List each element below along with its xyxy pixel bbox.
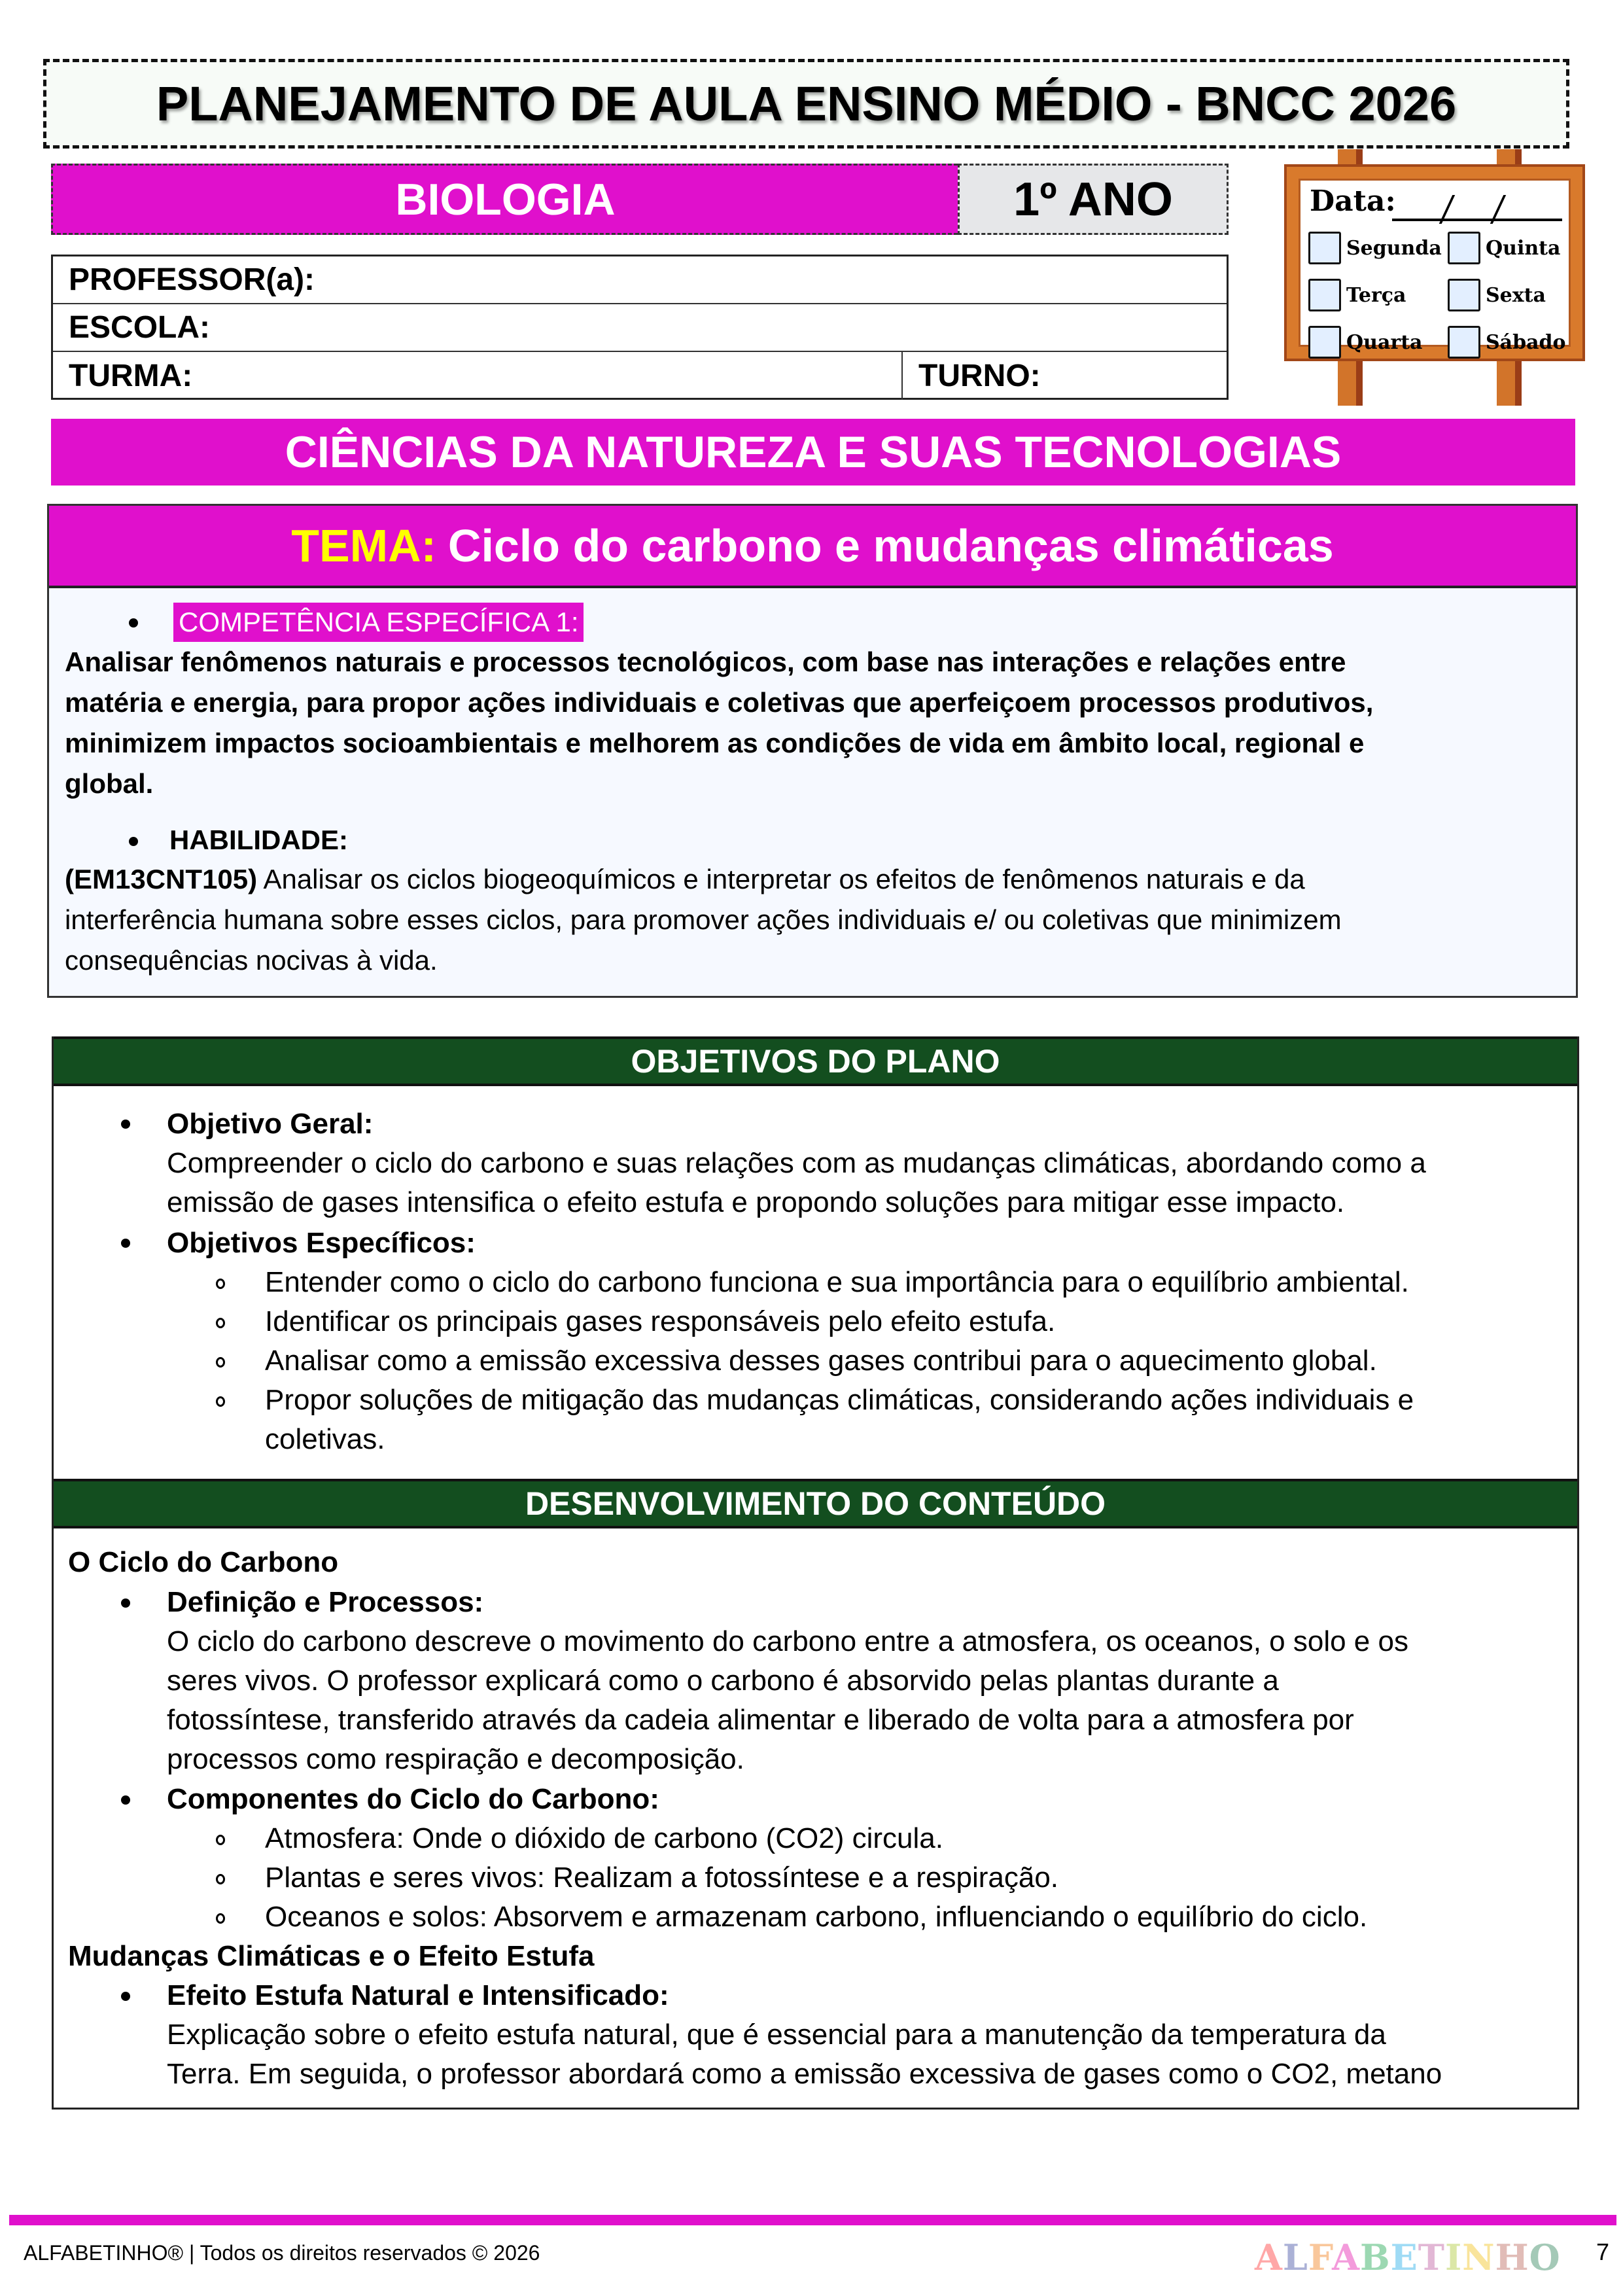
checkbox-icon[interactable]	[1448, 232, 1480, 264]
day-label: Sexta	[1486, 283, 1546, 307]
date-board	[1279, 149, 1586, 406]
info-table	[51, 255, 1229, 400]
objetivo-geral-label: Objetivo Geral:	[167, 1108, 374, 1140]
day-option-terca[interactable]	[1308, 279, 1406, 311]
grade-label: 1º ANO	[958, 164, 1229, 235]
componentes-label: Componentes do Ciclo do Carbono:	[167, 1783, 659, 1815]
bullet-icon	[121, 1795, 130, 1805]
section-title: Mudanças Climáticas e o Efeito Estufa	[68, 1940, 595, 1972]
day-option-quinta[interactable]	[1448, 232, 1560, 264]
componente-item: Atmosfera: Onde o dióxido de carbono (CO2) circula.	[265, 1822, 943, 1854]
day-label: Segunda	[1346, 236, 1442, 260]
board-leg	[1338, 357, 1363, 406]
bullet-icon	[121, 1992, 130, 2001]
plan-section	[52, 1036, 1579, 2110]
day-label: Terça	[1346, 283, 1406, 307]
escola-label: ESCOLA:	[69, 310, 210, 345]
checkbox-icon[interactable]	[1308, 232, 1341, 264]
circle-bullet-icon	[216, 1835, 225, 1845]
objetivo-especifico-cont: coletivas.	[265, 1423, 385, 1455]
circle-bullet-icon	[216, 1874, 225, 1884]
date-field[interactable]	[1392, 219, 1562, 221]
board-surface	[1299, 179, 1571, 354]
footer-divider	[9, 2215, 1616, 2225]
page-title: PLANEJAMENTO DE AULA ENSINO MÉDIO - BNCC 2026	[156, 77, 1457, 131]
bullet-icon	[121, 1598, 130, 1608]
habilidade-line: interferência humana sobre esses ciclos, para promover ações individuais e/ ou coletivas que minimizem	[65, 904, 1342, 935]
circle-bullet-icon	[216, 1318, 225, 1328]
subject-label: BIOLOGIA	[51, 164, 958, 235]
turno-label: TURNO:	[918, 359, 1041, 393]
bullet-icon	[129, 837, 138, 846]
board-leg	[1497, 357, 1522, 406]
logo-letter: I	[1444, 2236, 1463, 2278]
habilidade-code: (EM13CNT105)	[65, 864, 258, 894]
tema-label: TEMA:	[291, 520, 436, 571]
desenvolvimento-header: DESENVOLVIMENTO DO CONTEÚDO	[54, 1479, 1577, 1528]
definicao-line: processos como respiração e decomposição.	[167, 1743, 744, 1775]
turma-turno-row	[53, 352, 1227, 400]
logo-letter: F	[1308, 2236, 1333, 2278]
turno-field[interactable]	[903, 352, 1041, 400]
definicao-line: fotossíntese, transferido através da cadeia alimentar e liberado de volta para a atmosfera por	[167, 1704, 1354, 1736]
objetivos-header: OBJETIVOS DO PLANO	[54, 1036, 1577, 1086]
objetivos-especificos-label: Objetivos Específicos:	[167, 1227, 476, 1259]
logo-letter: B	[1359, 2236, 1391, 2278]
page-title-box	[43, 59, 1569, 149]
bullet-icon	[121, 1239, 130, 1248]
tema-value: Ciclo do carbono e mudanças climáticas	[447, 520, 1334, 571]
competencia-line: minimizem impactos socioambientais e melhorem as condições de vida em âmbito local, regional e	[65, 728, 1365, 758]
competencia-label: COMPETÊNCIA ESPECÍFICA 1:	[173, 603, 584, 642]
day-label: Quinta	[1486, 236, 1561, 260]
escola-field[interactable]	[53, 304, 1227, 352]
checkbox-icon[interactable]	[1448, 279, 1480, 311]
habilidade-text	[65, 859, 1563, 981]
efeito-line: Terra. Em seguida, o professor abordará como a emissão excessiva de gases como o CO2, metano	[167, 2058, 1442, 2090]
definicao-line: O ciclo do carbono descreve o movimento do carbono entre a atmosfera, os oceanos, o solo e os	[167, 1625, 1408, 1657]
page-number: 7	[1596, 2238, 1610, 2265]
objetivo-geral-line: emissão de gases intensifica o efeito estufa e propondo soluções para mitigar esse impacto.	[167, 1186, 1345, 1218]
tema-heading	[49, 506, 1576, 588]
logo-letter: A	[1332, 2236, 1360, 2278]
professor-label: PROFESSOR(a):	[69, 262, 315, 297]
logo-letter: H	[1495, 2236, 1529, 2278]
date-label: Data:	[1310, 185, 1396, 218]
checkbox-icon[interactable]	[1308, 279, 1341, 311]
objetivo-geral-line: Compreender o ciclo do carbono e suas relações com as mudanças climáticas, abordando como a	[167, 1147, 1426, 1179]
logo-letter: N	[1462, 2236, 1495, 2278]
objetivo-especifico: Analisar como a emissão excessiva desses gases contribui para o aquecimento global.	[265, 1345, 1377, 1377]
day-option-sexta[interactable]	[1448, 279, 1546, 311]
day-label: Quarta	[1346, 330, 1423, 354]
habilidade-line: Analisar os ciclos biogeoquímicos e interpretar os efeitos de fenômenos naturais e da	[257, 864, 1305, 894]
efeito-line: Explicação sobre o efeito estufa natural, que é essencial para a manutenção da temperatura da	[167, 2019, 1386, 2051]
circle-bullet-icon	[216, 1279, 225, 1289]
logo-letter: T	[1418, 2236, 1445, 2278]
brand-logo	[1255, 2236, 1561, 2278]
checkbox-icon[interactable]	[1448, 326, 1480, 359]
circle-bullet-icon	[216, 1357, 225, 1368]
bullet-icon	[121, 1120, 130, 1129]
area-banner: CIÊNCIAS DA NATUREZA E SUAS TECNOLOGIAS	[51, 419, 1575, 486]
competencia-text	[65, 642, 1563, 804]
competencia-line: Analisar fenômenos naturais e processos tecnológicos, com base nas interações e relações entre	[65, 646, 1346, 677]
componente-item: Oceanos e solos: Absorvem e armazenam carbono, influenciando o equilíbrio do ciclo.	[265, 1901, 1368, 1933]
definicao-line: seres vivos. O professor explicará como o carbono é absorvido pelas plantas durante a	[167, 1665, 1279, 1697]
day-option-quarta[interactable]	[1308, 326, 1422, 359]
checkbox-icon[interactable]	[1308, 326, 1341, 359]
turma-field[interactable]	[53, 352, 903, 400]
day-label: Sábado	[1486, 330, 1566, 354]
circle-bullet-icon	[216, 1913, 225, 1924]
habilidade-label: HABILIDADE:	[169, 824, 348, 855]
componente-item: Plantas e seres vivos: Realizam a fotossíntese e a respiração.	[265, 1862, 1059, 1894]
day-option-segunda[interactable]	[1308, 232, 1442, 264]
objetivo-especifico: Propor soluções de mitigação das mudanças climáticas, considerando ações individuais e	[265, 1384, 1414, 1416]
turma-label: TURMA:	[69, 359, 193, 393]
efeito-label: Efeito Estufa Natural e Intensificado:	[167, 1979, 669, 2011]
day-option-sabado[interactable]	[1448, 326, 1566, 359]
definicao-label: Definição e Processos:	[167, 1586, 484, 1618]
footer-copyright: ALFABETINHO® | Todos os direitos reservados © 2026	[24, 2241, 540, 2265]
board-frame	[1284, 164, 1585, 361]
tema-section	[47, 504, 1578, 998]
logo-letter: O	[1529, 2236, 1561, 2278]
objetivo-especifico: Identificar os principais gases responsáveis pelo efeito estufa.	[265, 1305, 1056, 1337]
competencia-line: global.	[65, 768, 154, 799]
logo-letter: A	[1255, 2236, 1283, 2278]
circle-bullet-icon	[216, 1396, 225, 1407]
logo-letter: L	[1282, 2236, 1308, 2278]
competencia-line: matéria e energia, para propor ações individuais e coletivas que aperfeiçoem processos produtivos,	[65, 687, 1374, 718]
objetivo-especifico: Entender como o ciclo do carbono funciona e sua importância para o equilíbrio ambiental.	[265, 1266, 1409, 1298]
professor-field[interactable]	[53, 256, 1227, 304]
section-title: O Ciclo do Carbono	[68, 1546, 339, 1578]
bullet-icon	[129, 618, 138, 627]
logo-letter: E	[1390, 2236, 1418, 2278]
habilidade-line: consequências nocivas à vida.	[65, 945, 438, 976]
